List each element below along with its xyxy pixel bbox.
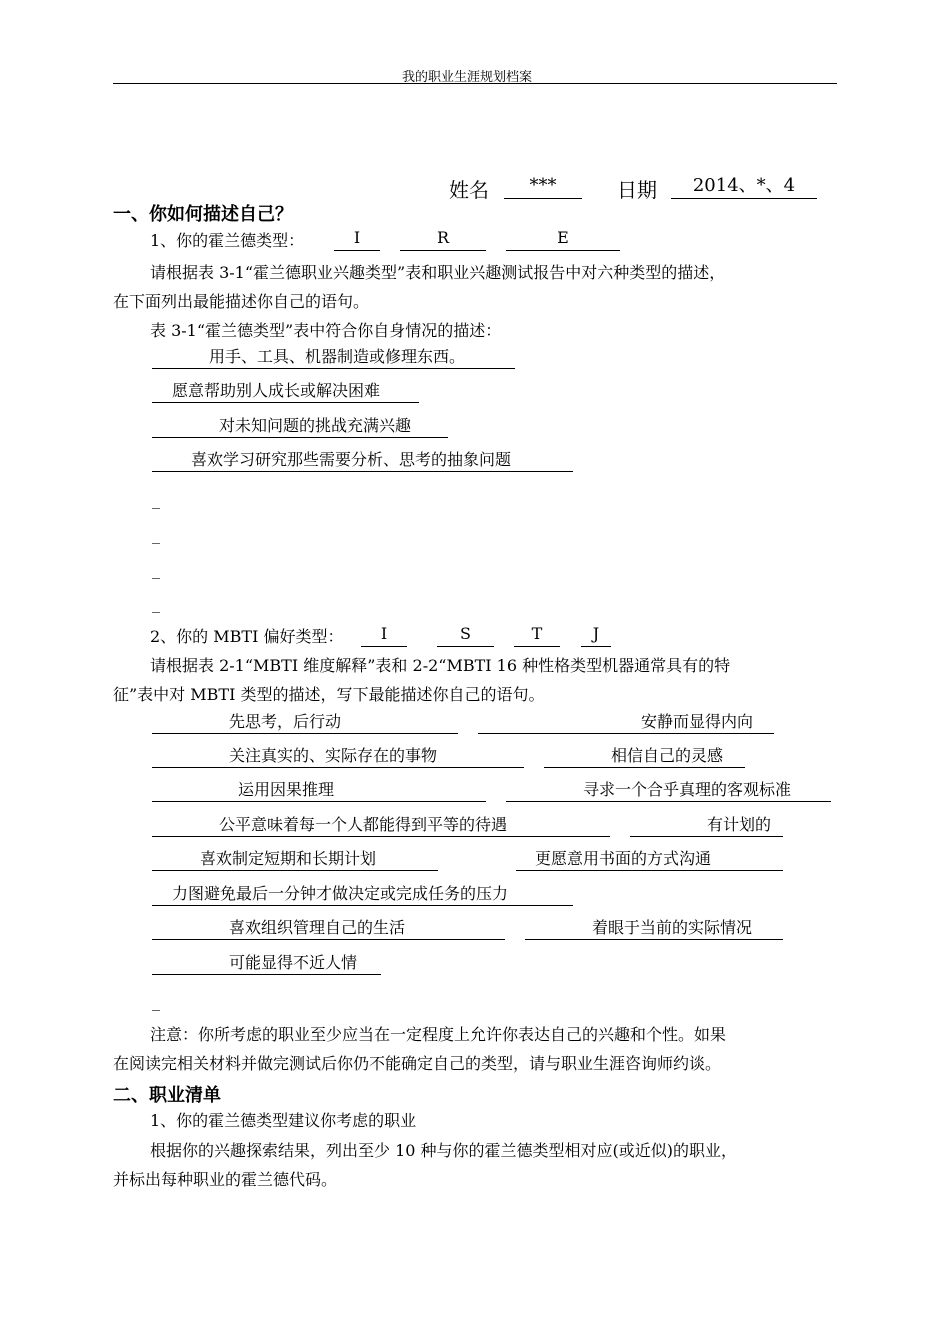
mbti-item[interactable]: 喜欢组织管理自己的生活 [152,918,505,940]
mbti-item[interactable]: 先思考，后行动 [152,712,458,734]
note-line1: 注意：你所考虑的职业至少应当在一定程度上允许你表达自己的兴趣和个性。如果 [150,1025,727,1044]
mbti-type-4-field[interactable]: J [581,624,611,647]
section2-heading: 二、职业清单 [113,1085,221,1106]
blank-line-mark[interactable]: _ [152,560,160,579]
holland-item-4[interactable]: 喜欢学习研究那些需要分析、思考的抽象问题 [152,450,573,472]
holland-type-1-field[interactable]: I [334,228,380,251]
note-line2: 在阅读完相关材料并做完测试后你仍不能确定自己的类型，请与职业生涯咨询师约谈。 [113,1054,722,1073]
document-header: 我的职业生涯规划档案 [402,70,533,85]
mbti-item[interactable]: 喜欢制定短期和长期计划 [152,849,438,871]
mbti-type-1-field[interactable]: I [361,624,407,647]
section2-instruction-line1: 根据你的兴趣探索结果，列出至少 10 种与你的霍兰德类型相对应(或近似)的职业， [150,1141,738,1160]
date-label: 日期 [617,178,657,202]
blank-line-mark[interactable]: _ [152,525,160,544]
mbti-item[interactable]: 安静而显得内向 [478,712,774,734]
mbti-instruction-line2: 征”表中对 MBTI 类型的描述，写下最能描述你自己的语句。 [113,685,545,704]
mbti-item[interactable]: 寻求一个合乎真理的客观标准 [506,780,831,802]
holland-item-1[interactable]: 用手、工具、机器制造或修理东西。 [152,347,515,369]
date-field[interactable]: 2014、*、4 [671,176,817,199]
mbti-type-3-field[interactable]: T [514,624,560,647]
holland-instruction-line2: 在下面列出最能描述你自己的语句。 [113,292,370,311]
holland-type-2-field[interactable]: R [400,228,486,251]
name-field[interactable]: *** [504,176,582,199]
holland-table-label: 表 3-1“霍兰德类型”表中符合你自身情况的描述： [150,321,502,340]
mbti-item[interactable]: 有计划的 [630,815,783,837]
section2-instruction-line2: 并标出每种职业的霍兰德代码。 [113,1170,338,1189]
blank-line-mark[interactable]: _ [152,992,160,1011]
holland-item-2[interactable]: 愿意帮助别人成长或解决困难 [152,381,419,403]
mbti-item[interactable]: 关注真实的、实际存在的事物 [152,746,524,768]
holland-instruction-line1: 请根据表 3-1“霍兰德职业兴趣类型”表和职业兴趣测试报告中对六种类型的描述， [150,263,726,282]
mbti-type-label: 2、你的 MBTI 偏好类型： [150,627,344,646]
holland-item-3[interactable]: 对未知问题的挑战充满兴趣 [152,416,448,438]
blank-line-mark[interactable]: _ [152,594,160,613]
mbti-item[interactable]: 可能显得不近人情 [152,953,381,975]
holland-type-label: 1、你的霍兰德类型： [150,231,305,250]
mbti-item[interactable]: 运用因果推理 [152,780,486,802]
mbti-item[interactable]: 着眼于当前的实际情况 [525,918,783,940]
name-label: 姓名 [449,178,489,202]
mbti-item[interactable]: 力图避免最后一分钟才做决定或完成任务的压力 [152,884,573,906]
mbti-item[interactable]: 更愿意用书面的方式沟通 [516,849,783,871]
mbti-instruction-line1: 请根据表 2-1“MBTI 维度解释”表和 2-2“MBTI 16 种性格类型机器通常具有的特 [150,656,731,675]
header-rule [113,83,837,84]
section1-heading: 一、你如何描述自己？ [113,204,293,225]
holland-type-3-field[interactable]: E [506,228,620,251]
mbti-item[interactable]: 公平意味着每一个人都能得到平等的待遇 [152,815,610,837]
mbti-item[interactable]: 相信自己的灵感 [544,746,745,768]
blank-line-mark[interactable]: _ [152,490,160,509]
mbti-type-2-field[interactable]: S [437,624,494,647]
section2-subheading: 1、你的霍兰德类型建议你考虑的职业 [150,1111,417,1130]
